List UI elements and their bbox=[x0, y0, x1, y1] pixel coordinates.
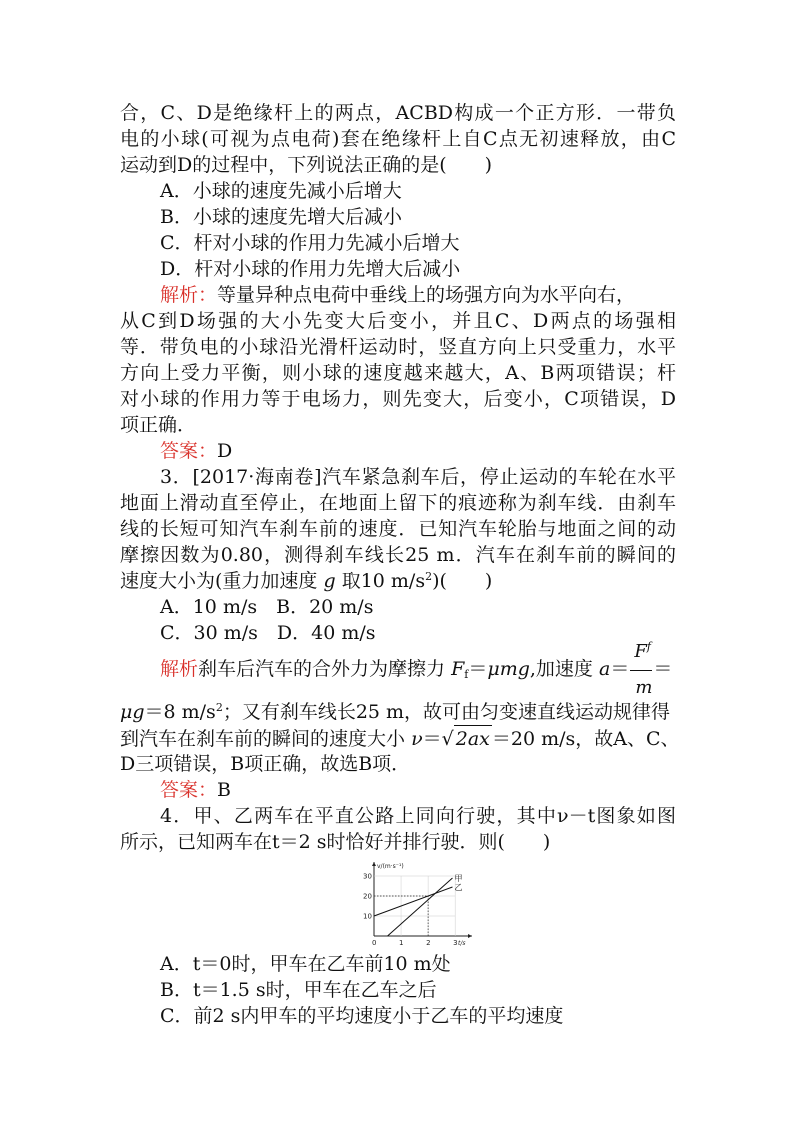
q2-analysis-text-1: 等量异种点电荷中垂线上的场强方向为水平向右， bbox=[217, 284, 636, 306]
q3-stem-superscript: 2 bbox=[425, 570, 433, 583]
var-g: g bbox=[323, 570, 336, 592]
q2-option-d: D．杆对小球的作用力先增大后减小 bbox=[160, 258, 461, 280]
var-F-subscript: f bbox=[464, 668, 469, 681]
equals-sign: ＝ bbox=[653, 658, 673, 680]
q3-options-line-2: C．30 m/s D．40 m/s bbox=[160, 622, 376, 644]
q2-option-b: B．小球的速度先增大后减小 bbox=[160, 206, 402, 228]
var-F: F bbox=[634, 641, 647, 662]
q3-options-line-1: A．10 m/s B．20 m/s bbox=[160, 596, 374, 618]
y-tick-label: 10 bbox=[363, 912, 372, 921]
q2-analysis-line-4: 方向上受力平衡，则小球的速度越来越大，A、B两项错误；杆 bbox=[120, 362, 676, 384]
superscript: 2 bbox=[215, 701, 223, 714]
equals-sign: ＝ bbox=[468, 658, 488, 680]
fraction-bar bbox=[630, 670, 652, 671]
series-label-1: 甲 bbox=[454, 874, 463, 883]
q3-stem-text-5c: )( ) bbox=[432, 570, 493, 592]
q3-stem-line-5 bbox=[120, 568, 492, 594]
equals-sign: ＝ bbox=[610, 658, 630, 680]
series-label-2: 乙 bbox=[454, 883, 463, 892]
x-tick-label: 1 bbox=[399, 939, 404, 947]
vt-chart bbox=[360, 858, 480, 948]
q3-stem-line-2: 地面上滑动直至停止，在地面上留下的痕迹称为刹车线．由刹车 bbox=[120, 492, 676, 514]
q3-stem-line-4: 摩擦因数为0.80，测得刹车线长25 m．汽车在刹车前的瞬间的 bbox=[120, 544, 676, 566]
y-axis-arrow-icon bbox=[372, 862, 376, 866]
q3-stem-line-3: 线的长短可知汽车刹车前的速度．已知汽车轮胎与地面之间的动 bbox=[120, 518, 676, 540]
var-F-subscript: f bbox=[646, 640, 651, 653]
answer-label: 答案： bbox=[160, 779, 218, 801]
q3-analysis-text-1c: ,加速度 bbox=[529, 658, 593, 680]
series-line-2 bbox=[374, 887, 452, 916]
analysis-label: 解析 bbox=[160, 658, 199, 680]
q3-analysis-text-3b: ＝20 m/s，故A、C、 bbox=[491, 728, 680, 750]
answer-value: D bbox=[217, 440, 233, 462]
q2-option-c: C．杆对小球的作用力先减小后增大 bbox=[160, 232, 460, 254]
q3-stem-text-5a: 速度大小为(重力加速度 bbox=[120, 570, 318, 592]
q2-analysis-line-1 bbox=[160, 282, 635, 308]
q2-analysis-line-6: 项正确． bbox=[120, 414, 197, 436]
var-mug: μg bbox=[120, 701, 145, 723]
y-tick-label: 20 bbox=[363, 892, 372, 901]
fraction-numerator bbox=[634, 639, 651, 665]
var-a: a bbox=[598, 658, 611, 680]
radical-sign-icon: √ bbox=[441, 728, 454, 750]
fraction-F-over-m bbox=[629, 640, 653, 698]
equals-sign: ＝ bbox=[422, 728, 442, 750]
q4-stem-line-2: 所示，已知两车在t＝2 s时恰好并排行驶．则( ) bbox=[120, 831, 551, 853]
answer-label: 答案： bbox=[160, 440, 218, 462]
var-F: F bbox=[451, 658, 465, 680]
q4-option-a: A．t＝0时，甲车在乙车前10 m处 bbox=[160, 953, 451, 975]
q2-stem-line-1: 合，C、D是绝缘杆上的两点，ACBD构成一个正方形．一带负 bbox=[120, 102, 676, 124]
q3-analysis-text-1a: 刹车后汽车的合外力为摩擦力 bbox=[198, 658, 446, 680]
q2-option-a: A．小球的速度先减小后增大 bbox=[160, 180, 402, 202]
var-v: ν bbox=[411, 728, 423, 750]
q2-analysis-line-5: 对小球的作用力等于电场力，则先变大，后变小，C项错误，D bbox=[120, 388, 676, 410]
x-tick-label: 2 bbox=[426, 939, 431, 947]
q3-analysis-line-1 bbox=[160, 640, 673, 698]
q2-analysis-line-2: 从C到D场强的大小先变大后变小，并且C、D两点的场强相 bbox=[120, 310, 676, 332]
q3-analysis-line-2 bbox=[120, 699, 670, 725]
q3-analysis-text-2b: ＝8 m/s bbox=[144, 701, 216, 723]
q4-stem-line-1: 4．甲、乙两车在平直公路上同向行驶，其中ν－t图象如图 bbox=[160, 805, 676, 827]
answer-value: B bbox=[217, 779, 231, 801]
x-axis-label: t/s bbox=[458, 940, 466, 947]
q2-stem-line-3: 运动到D的过程中，下列说法正确的是( ) bbox=[120, 154, 493, 176]
x-tick-label: 0 bbox=[372, 939, 377, 947]
q4-option-b: B．t＝1.5 s时，甲车在乙车之后 bbox=[160, 979, 437, 1001]
q2-stem-line-2: 电的小球(可视为点电荷)套在绝缘杆上自C点无初速释放，由C bbox=[120, 128, 676, 150]
q3-stem-text-5b: 取10 m/s bbox=[341, 570, 426, 592]
q4-option-c: C．前2 s内甲车的平均速度小于乙车的平均速度 bbox=[160, 1005, 564, 1027]
q3-analysis-line-3 bbox=[120, 725, 680, 752]
q2-analysis-line-3: 等．带负电的小球沿光滑杆运动时，竖直方向上只受重力，水平 bbox=[120, 336, 676, 358]
q3-stem-line-1: 3．[2017·海南卷]汽车紧急刹车后，停止运动的车轮在水平 bbox=[160, 466, 676, 488]
analysis-label: 解析： bbox=[160, 284, 218, 306]
x-tick-label: 3 bbox=[453, 939, 458, 947]
q2-answer bbox=[160, 438, 232, 464]
square-root-content: 2ax bbox=[454, 725, 492, 752]
q3-analysis-line-4: D三项错误，B项正确，故选B项． bbox=[120, 753, 411, 775]
y-axis-label: v/(m·s⁻¹) bbox=[377, 863, 404, 870]
var-mumg: μmg bbox=[487, 658, 530, 680]
q3-answer bbox=[160, 777, 231, 803]
fraction-denominator: m bbox=[635, 677, 653, 698]
y-tick-label: 30 bbox=[363, 872, 372, 881]
q3-analysis-text-3a: 到汽车在刹车前的瞬间的速度大小 bbox=[120, 728, 406, 750]
x-axis-arrow-icon bbox=[468, 934, 472, 938]
q3-analysis-text-2c: ；又有刹车线长25 m，故可由匀变速直线运动规律得 bbox=[222, 701, 671, 723]
